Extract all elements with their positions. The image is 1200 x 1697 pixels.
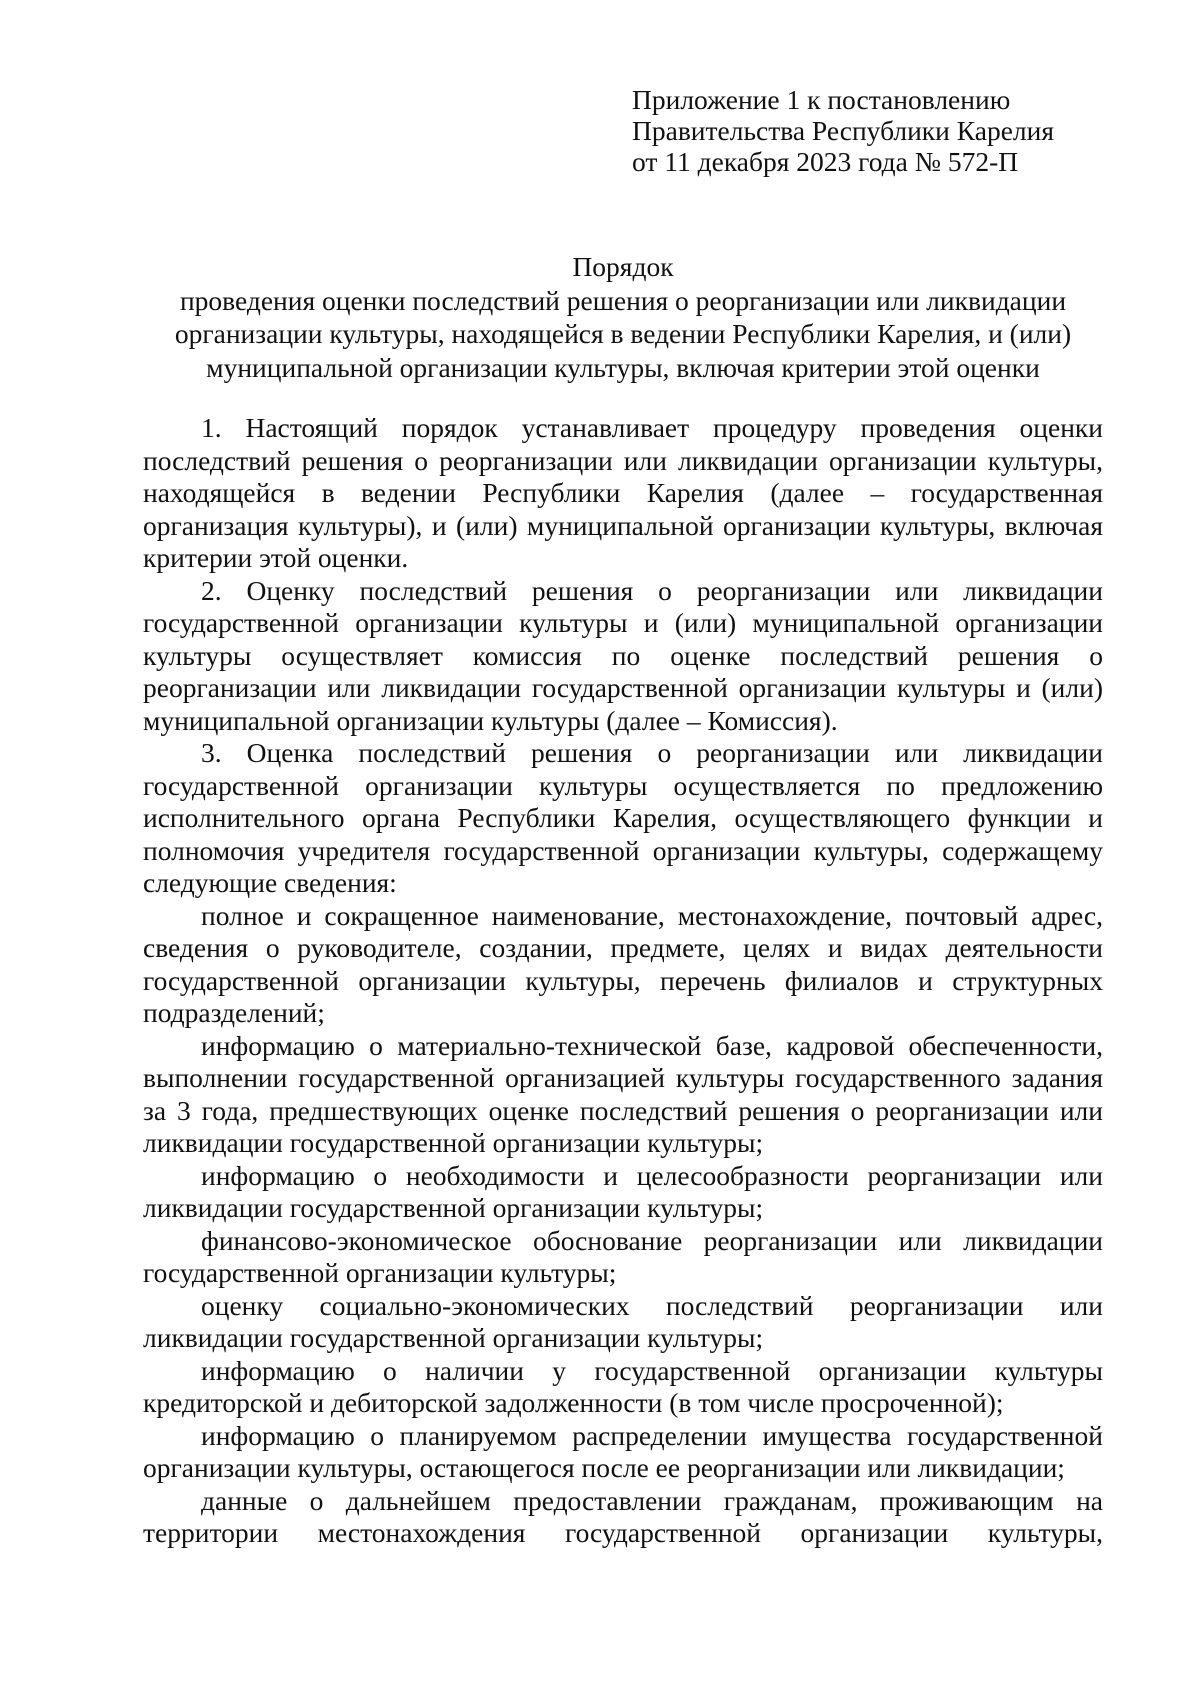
appendix-reference [632, 84, 1054, 177]
list-item-material-base: информацию о материально-технической базе, кадровой обеспеченности, выполнении государственной организацией культуры государственного задания за 3 года, предшествующих оценке последствий решения о реорганизации или ликвидации государственной организации культуры; [143, 1029, 1103, 1158]
list-item-social-economic: оценку социально-экономических последствий реорганизации или ликвидации государственной организации культуры; [143, 1289, 1103, 1353]
list-item-services: данные о дальнейшем предоставлении гражданам, проживающим на территории местонахождения государственной организации культуры, [143, 1484, 1103, 1548]
list-item-necessity: информацию о необходимости и целесообразности реорганизации или ликвидации государственной организации культуры; [143, 1159, 1103, 1223]
title-line-1: проведения оценки последствий решения о реорганизации или ликвидации [179, 284, 1067, 316]
list-item-financial: финансово-экономическое обоснование реорганизации или ликвидации государственной организации культуры; [143, 1224, 1103, 1288]
paragraph-1: 1. Настоящий порядок устанавливает процедуру проведения оценки последствий решения о реорганизации или ликвидации организации культуры, находящейся в ведении Республики Карелия (далее – государственная организация культуры), и (или) муниципальной организации культуры, включая критерии этой оценки. [143, 412, 1103, 573]
title-line-2: организации культуры, находящейся в ведении Республики Карелия, и (или) [174, 318, 1072, 349]
paragraph-3: 3. Оценка последствий решения о реорганизации или ликвидации государственной организации культуры осуществляется по предложению исполнительного органа Республики Карелия, осуществляющего функции и полномочия учредителя государственной организации культуры, содержащему следующие сведения: [143, 737, 1103, 898]
title-heading: Порядок [572, 251, 674, 282]
appendix-line-3: от 11 декабря 2023 года № 572-П [632, 146, 1019, 177]
document-body [143, 412, 1103, 1550]
appendix-line-2: Правительства Республики Карелия [632, 115, 1054, 146]
document-title [143, 250, 1103, 384]
appendix-line-1: Приложение 1 к постановлению [632, 84, 1011, 115]
list-item-debts: информацию о наличии у государственной организации культуры кредиторской и дебиторской задолженности (в том числе просроченной); [143, 1354, 1103, 1418]
title-line-3: муниципальной организации культуры, включая критерии этой оценки [206, 351, 1040, 383]
list-item-property: информацию о планируемом распределении имущества государственной организации культуры, остающегося после ее реорганизации или ликвидации; [143, 1419, 1103, 1483]
paragraph-2: 2. Оценку последствий решения о реорганизации или ликвидации государственной организации культуры и (или) муниципальной организации культуры осуществляет комиссия по оценке последствий решения о реорганизации или ликвидации государственной организации культуры и (или) муниципальной организации культуры (далее – Комиссия). [143, 574, 1103, 736]
list-item-names: полное и сокращенное наименование, местонахождение, почтовый адрес, сведения о руководителе, создании, предмете, целях и видах деятельности государственной организации культуры, перечень филиалов и структурных подразделений; [143, 899, 1103, 1028]
